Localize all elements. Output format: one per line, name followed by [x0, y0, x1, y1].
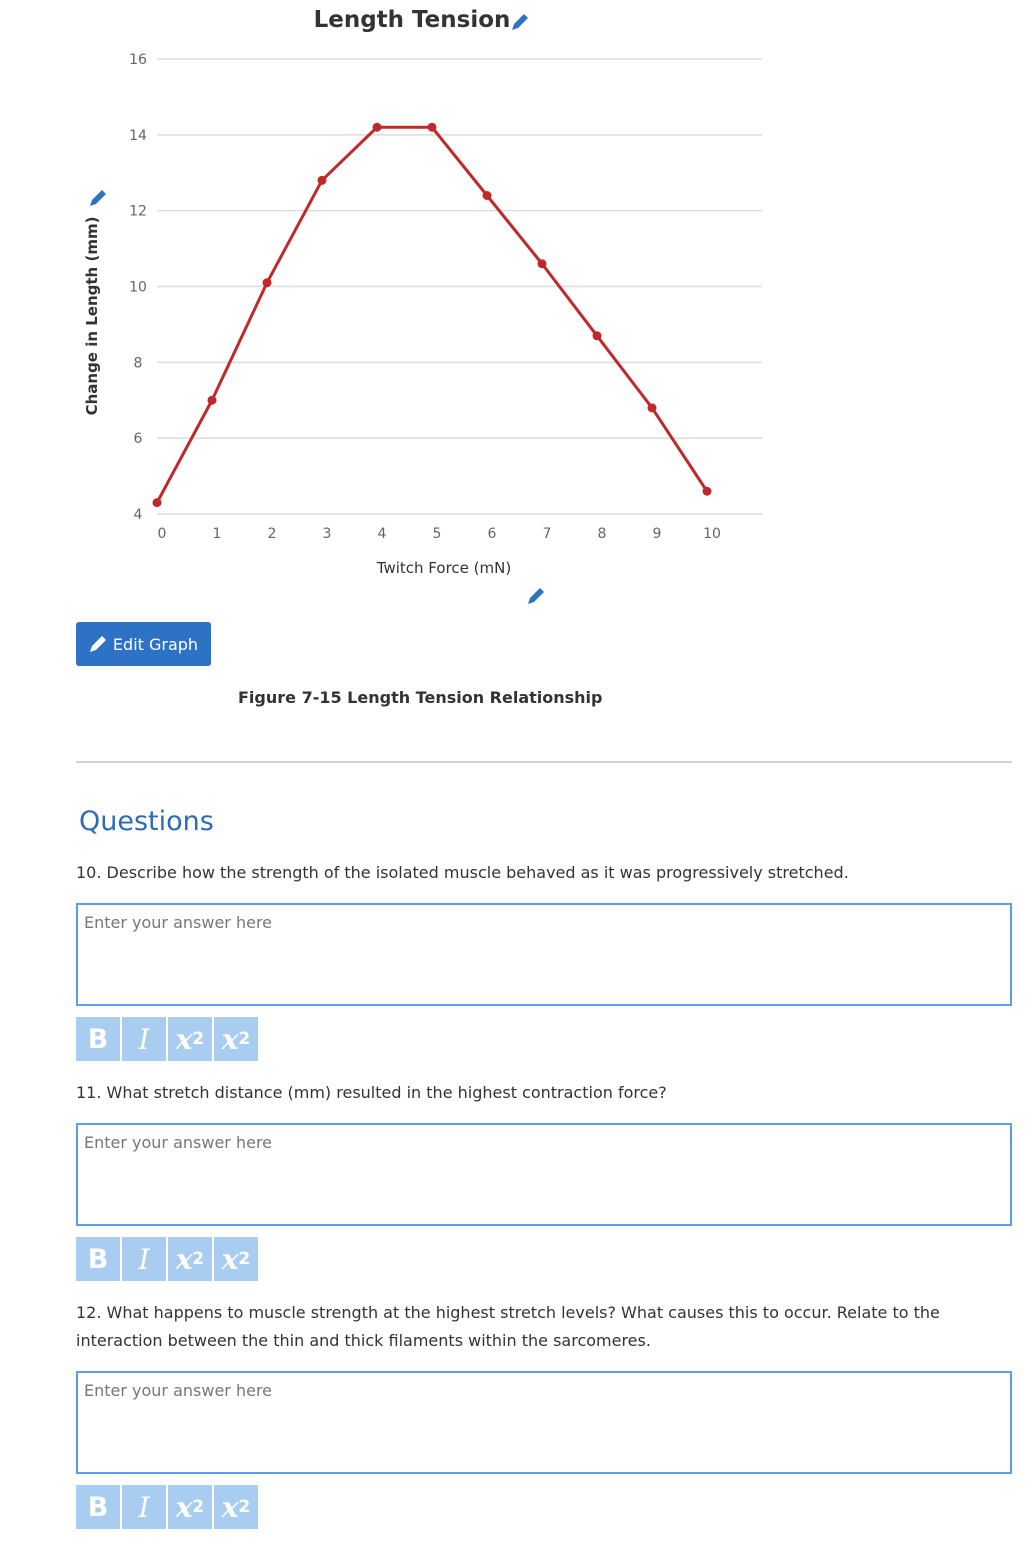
y-label-edit-pencil-icon[interactable]: [90, 190, 106, 206]
subscript-digit: 2: [192, 1497, 205, 1517]
data-point-0-1: [208, 396, 217, 405]
data-point-0-2: [263, 278, 272, 287]
data-point-0-7: [538, 259, 547, 268]
data-point-0-9: [648, 403, 657, 412]
x-tick-label-2: 2: [267, 526, 277, 542]
superscript-button[interactable]: [214, 1017, 258, 1061]
format-toolbar-10: [76, 1017, 258, 1061]
superscript-x: x: [221, 1242, 239, 1276]
data-point-0-5: [428, 123, 437, 132]
superscript-digit: 2: [238, 1249, 251, 1269]
x-tick-label-7: 7: [542, 526, 552, 542]
y-tick-label-12: 12: [129, 203, 147, 220]
superscript-digit: 2: [238, 1029, 251, 1049]
x-tick-label-6: 6: [487, 526, 497, 542]
questions-heading: Questions: [79, 806, 214, 837]
x-axis-label: Twitch Force (mN): [376, 559, 512, 577]
bold-button[interactable]: B: [76, 1237, 120, 1281]
subscript-button[interactable]: [168, 1237, 212, 1281]
superscript-button[interactable]: [214, 1237, 258, 1281]
grid-lines: [157, 59, 762, 514]
superscript-digit: 2: [238, 1497, 251, 1517]
data-point-0-8: [593, 331, 602, 340]
chart-title: Length Tension: [313, 7, 511, 33]
y-axis-ticks: [129, 52, 147, 523]
x-tick-label-5: 5: [432, 526, 442, 542]
superscript-x: x: [221, 1022, 239, 1056]
subscript-digit: 2: [192, 1249, 205, 1269]
answer-input-12[interactable]: [76, 1371, 1012, 1474]
answer-input-11[interactable]: [76, 1123, 1012, 1226]
bold-button[interactable]: B: [76, 1485, 120, 1529]
y-tick-label-14: 14: [129, 127, 147, 144]
x-tick-label-1: 1: [212, 526, 222, 542]
x-tick-label-8: 8: [597, 526, 607, 542]
section-divider: [76, 761, 1012, 763]
subscript-digit: 2: [192, 1029, 205, 1049]
data-point-0-4: [373, 123, 382, 132]
y-tick-label-8: 8: [133, 355, 143, 372]
subscript-button[interactable]: [168, 1485, 212, 1529]
x-tick-label-10: 10: [703, 526, 721, 542]
length-tension-chart: [0, 0, 1028, 620]
data-point-0-3: [318, 176, 327, 185]
y-tick-label-6: 6: [133, 431, 143, 448]
subscript-x: x: [175, 1242, 193, 1276]
question-10-text: 10. Describe how the strength of the isolated muscle behaved as it was progressively stretched.: [76, 863, 849, 882]
series-line-0: [157, 127, 707, 502]
superscript-x: x: [221, 1490, 239, 1524]
subscript-button[interactable]: [168, 1017, 212, 1061]
format-toolbar-12: [76, 1485, 258, 1529]
x-tick-label-4: 4: [377, 526, 387, 542]
question-12-text: 12. What happens to muscle strength at the highest stretch levels? What causes this to occur. Relate to the interaction between the thin and thick filaments within the sarcomeres.: [76, 1303, 940, 1350]
superscript-button[interactable]: [214, 1485, 258, 1529]
x-label-edit-pencil-icon[interactable]: [528, 588, 544, 604]
x-tick-label-9: 9: [652, 526, 662, 542]
answer-input-10[interactable]: [76, 903, 1012, 1006]
x-axis-ticks: [158, 526, 721, 542]
bold-button[interactable]: B: [76, 1017, 120, 1061]
question-11-text: 11. What stretch distance (mm) resulted in the highest contraction force?: [76, 1083, 667, 1102]
italic-button[interactable]: I: [122, 1237, 166, 1281]
y-tick-label-10: 10: [129, 279, 147, 296]
subscript-x: x: [175, 1490, 193, 1524]
figure-caption: Figure 7-15 Length Tension Relationship: [238, 688, 603, 707]
x-tick-label-0: 0: [157, 526, 167, 542]
pencil-icon: [89, 635, 107, 653]
data-point-0-10: [703, 487, 712, 496]
x-tick-label-3: 3: [322, 526, 332, 542]
y-tick-label-4: 4: [133, 507, 143, 523]
title-edit-pencil-icon[interactable]: [512, 14, 528, 30]
italic-button[interactable]: I: [122, 1017, 166, 1061]
data-point-0-0: [153, 498, 162, 507]
y-axis-label: Change in Length (mm): [83, 216, 101, 416]
series-layer: [153, 123, 712, 507]
edit-graph-button[interactable]: [76, 622, 211, 666]
y-tick-label-16: 16: [129, 52, 147, 68]
format-toolbar-11: [76, 1237, 258, 1281]
subscript-x: x: [175, 1022, 193, 1056]
edit-graph-label: Edit Graph: [112, 634, 199, 654]
italic-button[interactable]: I: [122, 1485, 166, 1529]
data-point-0-6: [483, 191, 492, 200]
